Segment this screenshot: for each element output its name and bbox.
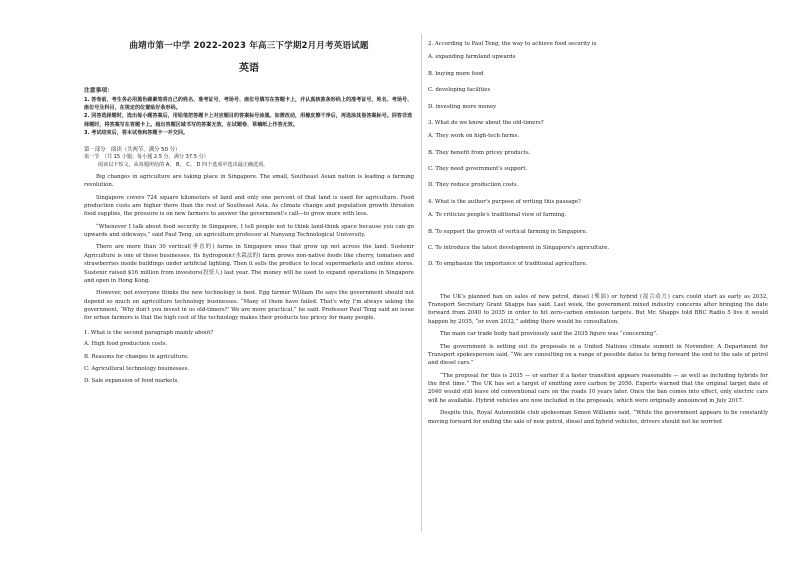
question-text: 3. What do we know about the old-timers? [428, 119, 544, 126]
answer-option: D. They reduce production costs. [428, 182, 519, 189]
column-divider [421, 34, 422, 532]
exam-title: 曲靖市第一中学 2022-2023 年高三下学期2月月考英语试题 [129, 41, 369, 51]
section-instruction: 阅读以下短文，从每题所给的 A、 B、 C、 D 四个选项中选出最正确选项。 [98, 161, 269, 168]
passage-a [84, 173, 414, 323]
answer-option: C. developing facilities [428, 87, 491, 94]
answer-option: D. investing more money [428, 103, 497, 110]
answer-option: C. They need government's support. [428, 166, 528, 172]
notice-item: 1. 答卷前，考生务必用黑色碳素笔将自己的姓名、准考证号、考场号、座位号填写在答题卡上，并认真核准条形码上的准考证号，姓名、考场号、座位号及科目，在规定的位置贴好条形码。 [84, 96, 413, 112]
passage-paragraph: The UK's planned ban on sales of new petrol, diesel (柴油) or hybrid (混合动力) cars could start as early as 2032, Transport Secretary Grant Shapps has said. Last week, the government mixed industry concerns after bringing the date forward from 2040 to 2035 in order to hit zero-carbon emission targets. But Mr. Shapps told BBC Radio 5 live it would happen by 2035, “or even 2032,” adding there would be consultation. [428, 293, 768, 325]
passage-paragraph: Big changes in agriculture are taking place in Singapore. The small, Southeast Asian nation is leading a farming revolution. [84, 173, 414, 189]
part-heading: 第一部分 阅读（共两节，满分 50 分） [84, 146, 181, 153]
right-column [428, 40, 768, 430]
passage-paragraph: There are more than 30 vertical(垂直的) farms in Singapore ones that grow up not across the land. Sustenir Agriculture is one of these businesses. Its hydroponic(水栽法的) farm grows non-native foods like cherry, tomatoes and strawberries inside buildings under artificial lighting. Then it sells the produce to local supermarkets and online stores. Sustenir raised $16 million from investors(投资人) last year. The money will be used to expand operations in Singapore and open in Hong Kong. [84, 244, 414, 284]
answer-option: D. To emphasize the importance of traditional agriculture. [428, 261, 588, 268]
question-text: 2. According to Paul Teng, the way to achieve food security is [428, 41, 597, 47]
passage-paragraph: “Whenever I talk about food security in Singapore, I tell people not to think land-think space because you can go upwards and sideways,” said Paul Teng, an agriculture professor at Nanyang Technological University. [84, 223, 414, 239]
subject-title: 英语 [239, 63, 259, 75]
question-4 [428, 198, 768, 269]
question-text: 4. What is the author's purpose of writing this passage? [428, 198, 581, 205]
passage-paragraph: The government is setting out its proposals in a United Nations climate summit in November. A Department for Transport spokesperson said, “We are consulting on a range of possible dates to bring forward the end to the sale of petrol and diesel cars.” [428, 343, 768, 367]
question-3 [428, 119, 768, 190]
notice-item: 2. 回答选择题时，选出每小题答案后，用铅笔把答题卡上对应题目的答案标号涂黑。如需改动，用橡皮擦干净后，再选涂其他答案标号。回答非选择题时，将答案写在答题卡上。超出答题区域书写的答案无效，在试题卷、草稿纸上作答无效。 [84, 113, 413, 128]
passage-b [428, 293, 768, 426]
answer-option: A. High food production costs. [84, 341, 168, 348]
passage-paragraph: “The proposal for this is 2035 — or earlier if a faster transition appears reasonable — as well as including hybrids for the first time.” The UK has set a target of emitting zero carbon by 2050. Experts warned that the original target date of 2040 would still leave old conventional cars on the roads 10 years later. Once the ban comes into effect, only electric cars will be available. Hybrid vehicles are now included in the proposals, which were originally announced in July 2017. [428, 372, 768, 404]
question-text: 1. What is the second paragraph mainly about? [84, 329, 214, 336]
question-1 [84, 329, 414, 386]
passage-paragraph: Singapore covers 724 square kilometers of land and only one percent of that land is used for agriculture. Food production costs are higher there than the rest of Southeast Asia. As climate change and population growth threaten food supplies, the pressure is on new farmers to answer the government's call—to grow more with less. [84, 194, 414, 218]
question-2 [428, 40, 768, 111]
answer-option: B. They benefit from pricey products. [428, 149, 531, 156]
notice-item: 3. 考试结束后，将本试卷和答题卡一并交回。 [84, 130, 189, 137]
notice-block [84, 87, 414, 138]
passage-paragraph: The main car trade body had previously said the 2035 figure was “concerning”. [440, 331, 658, 338]
spacer [428, 277, 768, 293]
answer-option: C. Agricultural technology businesses. [84, 365, 190, 372]
answer-option: B. To support the growth of vertical farming in Singapore. [428, 228, 588, 235]
answer-option: B. Reasons for changes in agriculture. [84, 353, 189, 360]
answer-option: A. To criticize people's traditional view of farming. [428, 212, 567, 219]
notice-heading: 注意事项： [84, 87, 113, 94]
answer-option: A. They work on high-tech farms. [428, 133, 520, 140]
answer-option: A. expanding farmland upwards [428, 54, 516, 61]
passage-paragraph: However, not everyone thinks the new technology is best. Egg farmer William Ho says the government should not depend so much on agriculture technology businesses. “Many of them have failed. That's why I'm always asking the government, ‘Why don't you invest in us old-timers?’ We are more practical,” he said. Professor Paul Teng said an issue for urban farmers is that the high cost of the technology makes their products too pricey for many people. [84, 290, 414, 322]
answer-option: C. To introduce the latest development in Singapore's agriculture. [428, 244, 610, 251]
section-heading: 第一节 （共 15 小题；每小题 2.5 分，满分 37.5 分） [84, 153, 209, 160]
passage-paragraph: Despite this, Royal Automobile club spokesman Simon Williams said, “While the government appears to be constantly moving forward for ending the sale of new petrol, diesel and hybrid vehicles, drivers should not be worried [428, 410, 768, 425]
answer-option: D. Sale expansion of food markets. [84, 378, 179, 385]
left-column [84, 34, 414, 390]
answer-option: B. buying more food [428, 70, 484, 77]
